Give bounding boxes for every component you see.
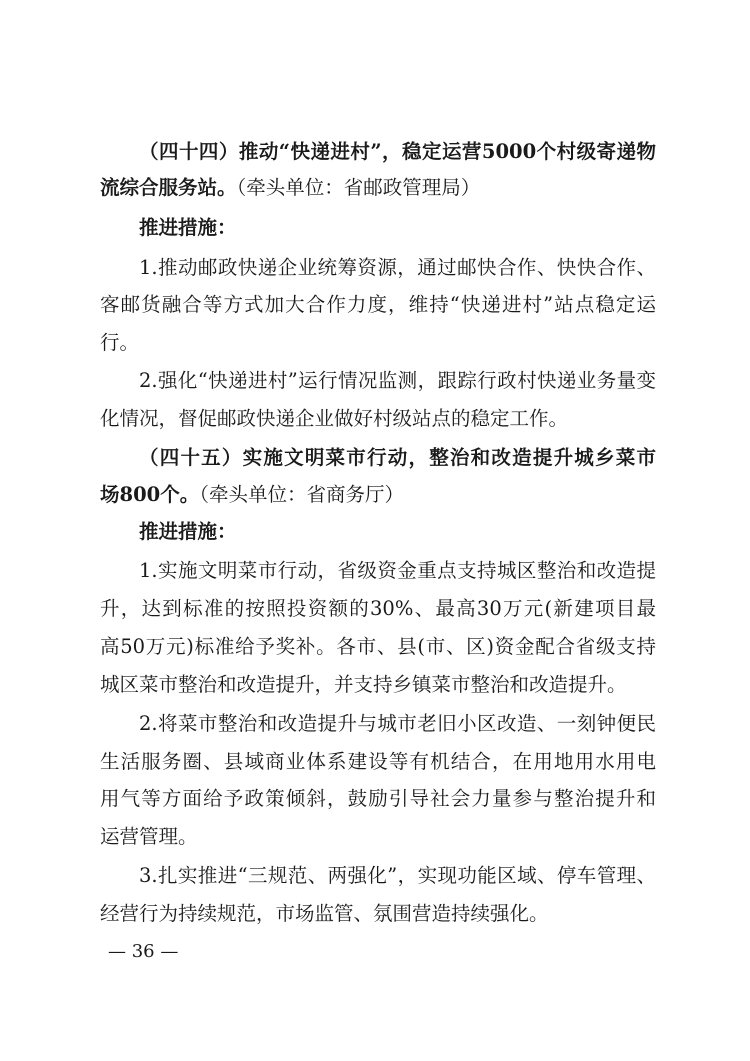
section-44-heading-tail: 流综合服务站。 <box>100 176 237 199</box>
section-45-item-3-line-1: 3.扎实推进“三规范、两强化”，实现功能区域、停车管理、 <box>139 864 656 887</box>
section-44-heading-line-1: （四十四）推动“快递进村”，稳定运营5000个村级寄递物 <box>139 140 656 163</box>
section-45-item-3-line-2: 经营行为持续规范，市场监管、氛围营造持续强化。 <box>100 902 549 925</box>
section-45-lead-unit: （牵头单位：省商务厅） <box>199 483 404 506</box>
section-45-item-1-line-2: 升，达到标准的按照投资额的30%、最高30万元(新建项目最 <box>100 597 656 620</box>
section-45-item-2-line-3: 用气等方面给予政策倾斜，鼓励引导社会力量参与整治提升和 <box>100 787 656 810</box>
section-44-item-2-line-2: 化情况，督促邮政快递企业做好村级站点的稳定工作。 <box>100 407 569 430</box>
section-44-item-1-line-2: 客邮货融合等方式加大合作力度，维持“快递进村”站点稳定运 <box>100 293 656 316</box>
section-45-item-2-line-2: 生活服务圈、县域商业体系建设等有机结合，在用地用水用电 <box>100 750 656 773</box>
section-45-item-1-line-1: 1.实施文明菜市行动，省级资金重点支持城区整治和改造提 <box>139 559 656 582</box>
section-45-item-2-line-1: 2.将菜市整治和改造提升与城市老旧小区改造、一刻钟便民 <box>139 712 656 735</box>
section-45-heading-line-2 <box>100 481 656 509</box>
section-45-heading-line-1: （四十五）实施文明菜市行动，整治和改造提升城乡菜市 <box>139 446 656 469</box>
section-45-item-1-line-4: 城区菜市整治和改造提升，并支持乡镇菜市整治和改造提升。 <box>100 673 627 696</box>
section-44-item-1-line-3: 行。 <box>100 331 140 354</box>
section-45-item-1-line-3: 高50万元)标准给予奖补。各市、县(市、区)资金配合省级支持 <box>100 635 656 658</box>
section-45-measures-heading: 推进措施： <box>139 520 237 543</box>
section-45-item-2-line-4: 运营管理。 <box>100 825 198 848</box>
section-44-measures-heading: 推进措施： <box>139 216 237 239</box>
section-44-item-1-line-1: 1.推动邮政快递企业统筹资源，通过邮快合作、快快合作、 <box>139 256 656 279</box>
page-number: — 36 — <box>108 941 179 962</box>
section-44-item-2-line-1: 2.强化“快递进村”运行情况监测，跟踪行政村快递业务量变 <box>139 369 656 392</box>
section-44-heading-line-2 <box>100 174 656 202</box>
section-44-lead-unit: （牵头单位：省邮政管理局） <box>236 176 481 199</box>
section-45-heading-tail: 场800个。 <box>100 483 200 506</box>
